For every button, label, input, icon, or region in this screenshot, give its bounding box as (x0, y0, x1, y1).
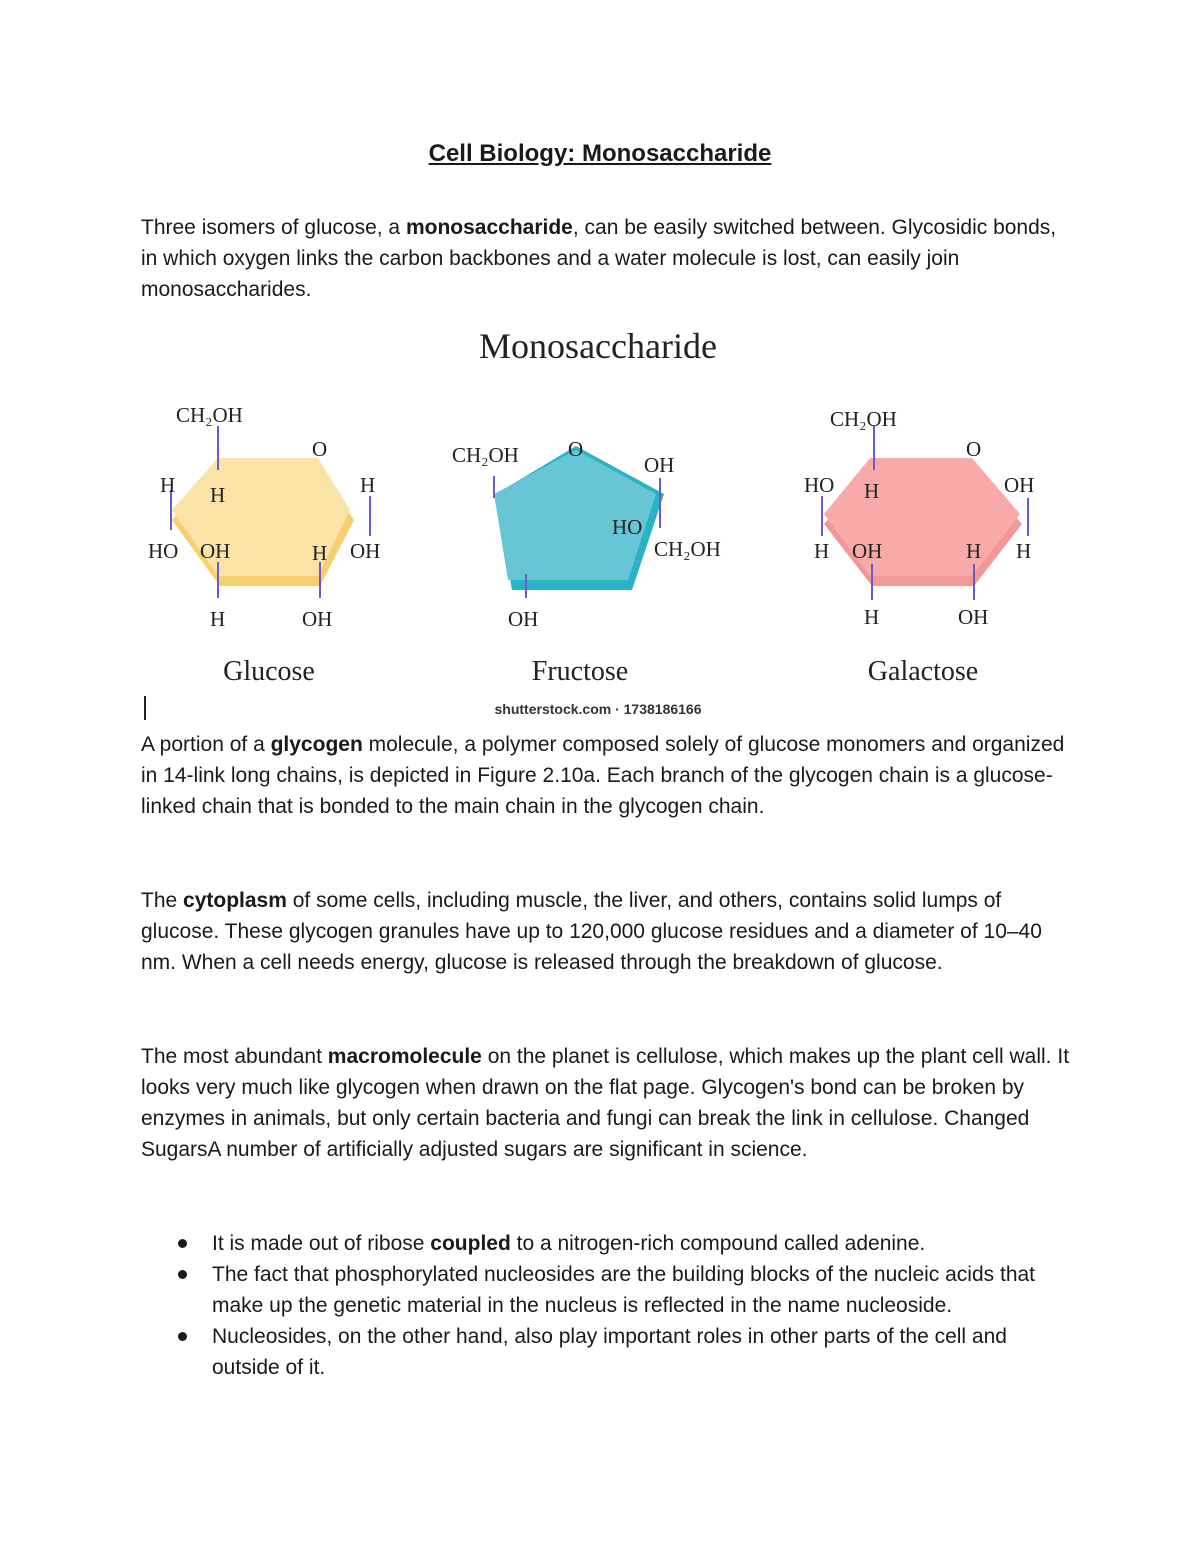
fructose-oh-label: OH (644, 453, 675, 477)
cytoplasm-bold-term: cytoplasm (183, 889, 287, 912)
intro-paragraph (141, 212, 1071, 305)
galactose-structure (804, 407, 1034, 687)
list-item (176, 1321, 1076, 1383)
macro-text-after: on the planet is cellulose, which makes up the plant cell wall. It looks very much like glycogen when drawn on the flat page. Glycogen's bond can be broken by enzymes in animals, but only certain bacteria and fungi can break the link in cellulose. Changed SugarsA number of artificially adjusted sugars are significant in science. (141, 1045, 1070, 1161)
page-title: Cell Biology: Monosaccharide (428, 140, 772, 167)
macromolecule-paragraph (141, 1041, 1071, 1165)
bullet-bold-term: coupled (430, 1232, 511, 1255)
bullet-text-after: to a nitrogen-rich compound called adenine. (510, 1232, 926, 1255)
fructose-structure (452, 437, 721, 687)
cytoplasm-paragraph (141, 885, 1071, 978)
intro-text-after: , can be easily switched between. Glycosidic bonds, in which oxygen links the carbon backbones and a water molecule is lost, can easily join monosaccharides. (141, 216, 1057, 301)
galactose-oh-label: OH (958, 605, 989, 629)
cytoplasm-text-after: of some cells, including muscle, the liver, and others, contains solid lumps of glucose. These glycogen granules have up to 120,000 glucose residues and a diameter of 10–40 nm. When a cell needs energy, glucose is released through the breakdown of glucose. (141, 889, 1042, 974)
galactose-name: Galactose (867, 656, 979, 687)
list-item (176, 1259, 1076, 1321)
bullet-icon (178, 1270, 187, 1279)
text-cursor (144, 696, 146, 720)
fructose-ch2oh-label: CH₂OH (654, 537, 721, 561)
glucose-h-label: H (210, 483, 226, 507)
galactose-h-label: H (864, 605, 880, 629)
galactose-oh-label: OH (852, 539, 883, 563)
glucose-ch2oh-label: CH₂OH (176, 403, 243, 427)
bullet-icon (178, 1332, 187, 1341)
glycogen-bold-term: glycogen (270, 733, 363, 756)
galactose-h-label: H (814, 539, 830, 563)
galactose-oh-label: OH (1004, 473, 1035, 497)
glucose-o-label: O (312, 437, 328, 461)
bullet-icon (178, 1239, 187, 1248)
glycogen-text-after: molecule, a polymer composed solely of glucose monomers and organized in 14-link long chains, is depicted in Figure 2.10a. Each branch of the glycogen chain is a glucose-linked chain that is bonded to the main chain in the glycogen chain. (141, 733, 1065, 818)
glucose-h-label: H (160, 473, 176, 497)
bullet-text-before: Nucleosides, on the other hand, also play important roles in other parts of the cell and outside of it. (212, 1325, 1007, 1379)
galactose-ho-label: HO (804, 473, 835, 497)
glycogen-paragraph (141, 729, 1071, 822)
galactose-h-label: H (966, 539, 982, 563)
glucose-h-label: H (210, 607, 226, 631)
glucose-oh-label: OH (302, 607, 333, 631)
glucose-h-label: H (360, 473, 376, 497)
figure-svg (140, 318, 1060, 728)
cytoplasm-text-before: The (141, 889, 184, 912)
glucose-ho-label: HO (148, 539, 179, 563)
fructose-name: Fructose (531, 656, 629, 687)
fructose-oh-label: OH (508, 607, 539, 631)
figure-credit: shutterstock.com · 1738186166 (494, 701, 702, 717)
bullet-text-before: The fact that phosphorylated nucleosides are the building blocks of the nucleic acids that make up the genetic material in the nucleus is reflected in the name nucleoside. (212, 1263, 1036, 1317)
bullet-text-before: It is made out of ribose (212, 1232, 431, 1255)
bullet-list (176, 1228, 1076, 1383)
galactose-h-label: H (1016, 539, 1032, 563)
glycogen-text-before: A portion of a (141, 733, 271, 756)
macro-bold-term: macromolecule (327, 1045, 482, 1068)
figure-title: Monosaccharide (479, 326, 717, 366)
macro-text-before: The most abundant (141, 1045, 328, 1068)
list-item (176, 1228, 1076, 1259)
glucose-oh-label: OH (200, 539, 231, 563)
glucose-name: Glucose (223, 656, 315, 687)
fructose-ho-label: HO (612, 515, 643, 539)
intro-bold-term: monosaccharide (405, 216, 573, 239)
glucose-structure (148, 403, 380, 687)
fructose-o-label: O (568, 437, 584, 461)
monosaccharide-figure (140, 318, 1060, 728)
galactose-o-label: O (966, 437, 982, 461)
intro-text-before: Three isomers of glucose, a (141, 216, 406, 239)
galactose-h-label: H (864, 479, 880, 503)
fructose-ch2oh-label: CH₂OH (452, 443, 519, 467)
glucose-h-label: H (312, 541, 328, 565)
glucose-oh-label: OH (350, 539, 381, 563)
galactose-ch2oh-label: CH₂OH (830, 407, 897, 431)
